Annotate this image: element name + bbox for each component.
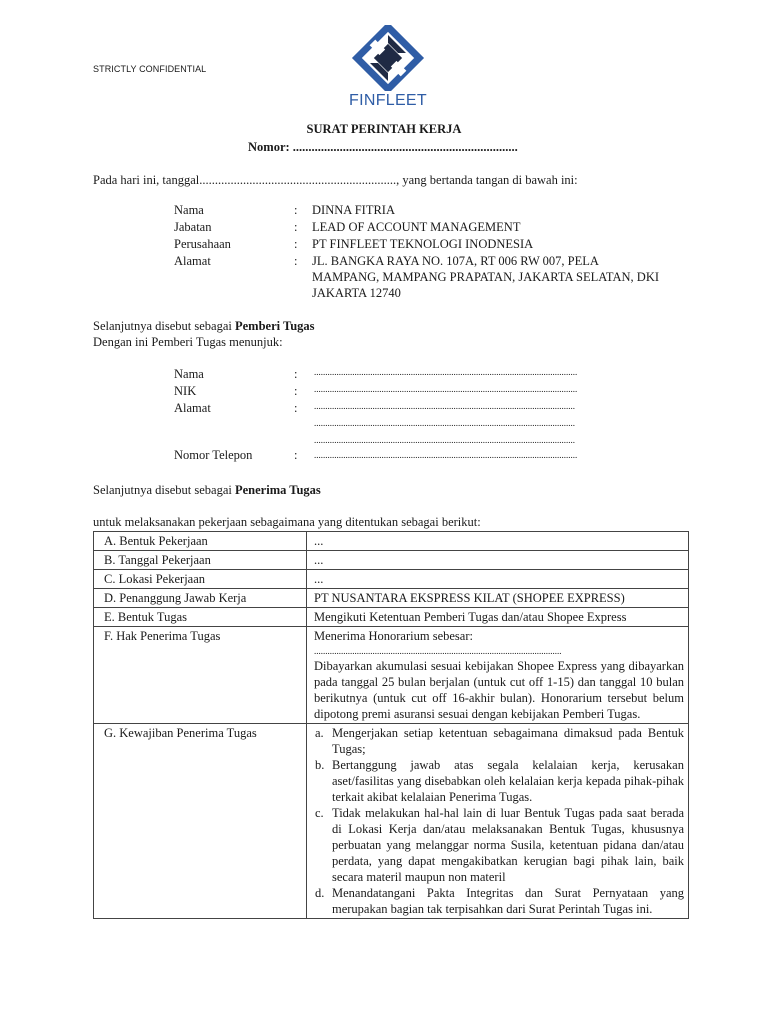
row-value: ... <box>307 570 689 589</box>
receiver-note-role: Penerima Tugas <box>234 483 321 497</box>
giver-name-label: Nama <box>174 203 204 217</box>
row-value: ... <box>307 532 689 551</box>
intro-text: Pada hari ini, tanggal..............................................................., yang bertanda tangan di bawah ini: <box>93 173 578 187</box>
row-key: F. Hak Penerima Tugas <box>94 627 307 724</box>
document-number: Nomor: ........................................................................ <box>248 140 518 154</box>
list-marker: b. <box>315 758 325 772</box>
giver-alamat-line-2: MAMPANG, MAMPANG PRAPATAN, JAKARTA SELATAN, DKI <box>312 270 660 284</box>
giver-perusahaan-label: Perusahaan <box>174 237 231 251</box>
row-key: G. Kewajiban Penerima Tugas <box>94 724 307 919</box>
row-key: B. Tanggal Pekerjaan <box>94 551 307 570</box>
giver-name-value: DINNA FITRIA <box>312 203 395 217</box>
receiver-note <box>93 483 321 498</box>
hak-cell <box>307 627 689 724</box>
giver-alamat-line-3: JAKARTA 12740 <box>312 286 401 300</box>
giver-note-prefix: Selanjutnya disebut sebagai <box>93 319 235 333</box>
table-row <box>94 570 689 589</box>
giver-perusahaan-sep: : <box>294 237 298 251</box>
list-item <box>315 885 684 917</box>
receiver-alamat-blank-2: .................................................................................................................... <box>314 418 575 428</box>
row-key: E. Bentuk Tugas <box>94 608 307 627</box>
receiver-alamat-sep: : <box>294 401 298 415</box>
work-intro: untuk melaksanakan pekerjaan sebagaimana yang ditentukan sebagai berikut: <box>93 515 481 529</box>
receiver-alamat-label: Alamat <box>174 401 211 415</box>
giver-jabatan-sep: : <box>294 220 298 234</box>
table-row <box>94 608 689 627</box>
receiver-name-sep: : <box>294 367 298 381</box>
table-row <box>94 589 689 608</box>
receiver-alamat-blank-1: .................................................................................................................... <box>314 401 575 411</box>
receiver-nik-sep: : <box>294 384 298 398</box>
list-marker: d. <box>315 886 325 900</box>
list-text: Bertanggung jawab atas segala kelalaian kerja, kerusakan aset/fasilitas yang disebabkan oleh kelalaian kerja kepada pihak-pihak terkait akibat kelalaian Penerima Tugas. <box>332 758 684 804</box>
giver-alamat-line-1: JL. BANGKA RAYA NO. 107A, RT 006 RW 007, PELA <box>312 254 599 268</box>
confidential-label: STRICTLY CONFIDENTIAL <box>93 64 207 74</box>
giver-note <box>93 319 315 334</box>
receiver-nik-blank: ..................................................................................................................... <box>314 384 578 394</box>
row-key: A. Bentuk Pekerjaan <box>94 532 307 551</box>
giver-perusahaan-value: PT FINFLEET TEKNOLOGI INODNESIA <box>312 237 534 251</box>
appoint-text: Dengan ini Pemberi Tugas menunjuk: <box>93 335 283 349</box>
giver-note-role: Pemberi Tugas <box>234 319 315 333</box>
receiver-telepon-sep: : <box>294 448 298 462</box>
row-value: Mengikuti Ketentuan Pemberi Tugas dan/atau Shopee Express <box>307 608 689 627</box>
hak-paragraph: Dibayarkan akumulasi sesuai kebijakan Shopee Express yang dibayarkan pada tanggal 25 bulan berjalan (untuk cut off 1-15) dan tanggal 10 bulan berikutnya (untuk cut off 16-akhir bulan). Honorarium tersebut belum dipotong premi asuransi sesuai dengan kebijakan Pemberi Tugas. <box>314 659 684 721</box>
list-item <box>315 757 684 805</box>
giver-name-sep: : <box>294 203 298 217</box>
hak-amount-blank: .............................................................................................................. <box>314 646 562 656</box>
giver-jabatan-label: Jabatan <box>174 220 212 234</box>
list-marker: c. <box>315 806 324 820</box>
giver-alamat-label: Alamat <box>174 254 211 268</box>
giver-alamat-sep: : <box>294 254 298 268</box>
row-key: C. Lokasi Pekerjaan <box>94 570 307 589</box>
kewajiban-list <box>314 725 684 917</box>
row-value: PT NUSANTARA EKSPRESS KILAT (SHOPEE EXPRESS) <box>307 589 689 608</box>
receiver-telepon-blank: ..................................................................................................................... <box>314 450 578 460</box>
row-key: D. Penanggung Jawab Kerja <box>94 589 307 608</box>
list-item <box>315 805 684 885</box>
finfleet-logo-icon <box>348 25 428 95</box>
list-text: Mengerjakan setiap ketentuan sebagaimana dimaksud pada Bentuk Tugas; <box>332 726 684 756</box>
brand-name: FINFLEET <box>349 92 427 109</box>
list-item <box>315 725 684 757</box>
document-title: SURAT PERINTAH KERJA <box>306 122 462 136</box>
receiver-name-blank: ..................................................................................................................... <box>314 367 578 377</box>
receiver-note-prefix: Selanjutnya disebut sebagai <box>93 483 235 497</box>
receiver-telepon-label: Nomor Telepon <box>174 448 253 462</box>
row-value: ... <box>307 551 689 570</box>
hak-line-1: Menerima Honorarium sebesar: <box>314 629 473 643</box>
giver-jabatan-value: LEAD OF ACCOUNT MANAGEMENT <box>312 220 521 234</box>
table-row-hak <box>94 627 689 724</box>
receiver-nik-label: NIK <box>174 384 197 398</box>
receiver-alamat-blank-3: .................................................................................................................... <box>314 435 575 445</box>
receiver-name-label: Nama <box>174 367 204 381</box>
list-text: Menandatangani Pakta Integritas dan Surat Pernyataan yang merupakan bagian tak terpisahkan dari Surat Perintah Tugas ini. <box>332 886 684 916</box>
list-text: Tidak melakukan hal-hal lain di luar Bentuk Tugas pada saat berada di Lokasi Kerja dan/atau melaksanakan Bentuk Tugas, khususnya perbuatan yang melanggar norma Susila, ketentuan pidana dan/atau perdata, yang dapat mengakibatkan kerugian bagi pihak lain, baik secara materil maupun non materil <box>332 806 684 884</box>
table-row <box>94 551 689 570</box>
table-row-kewajiban <box>94 724 689 919</box>
task-table <box>93 531 689 919</box>
list-marker: a. <box>315 726 324 740</box>
table-row <box>94 532 689 551</box>
kewajiban-cell <box>307 724 689 919</box>
